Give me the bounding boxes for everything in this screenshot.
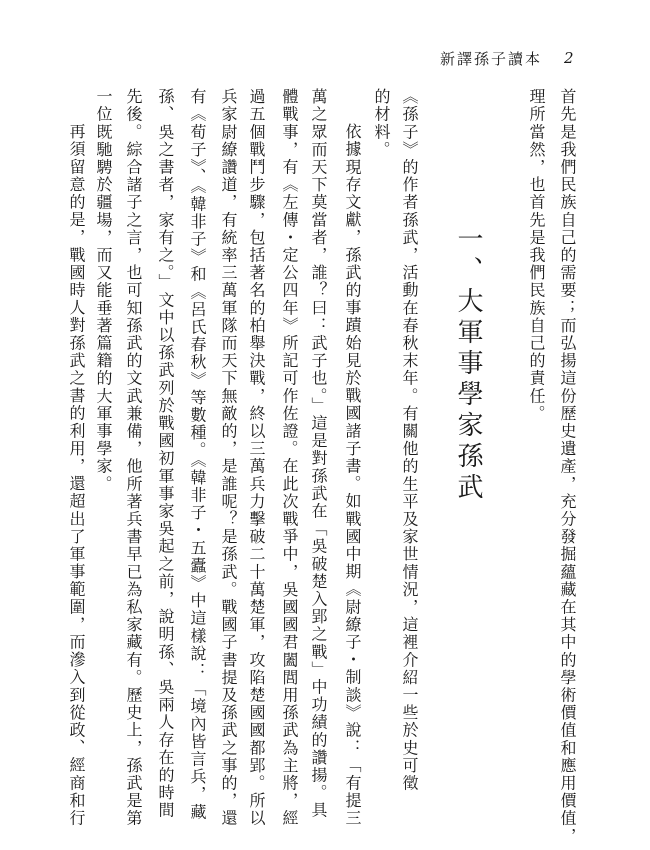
text-column-12: 先後。綜合諸子之言，也可知孫武的文武兼備，他所著兵書早已為私家藏有。歷史上，孫武是第 [124,88,143,828]
text-column-2: 理所當然，也首先是我們民族自己的責任。 [527,88,546,423]
page-number: 2 [564,49,574,67]
book-title: 新譯孫子讀本 [440,49,543,68]
text-column-14: 再須留意的是，戰國時人對孫武之書的利用，還超出了軍事範圍，而滲入到從政、經商和行 [67,123,86,827]
running-header [440,46,620,70]
text-column-8: 過五個戰鬥步驟，包括著名的柏舉決戰，終以三萬兵力擊破二十萬楚軍，攻陷楚國國都郢。所以 [247,88,266,828]
text-column-9: 兵家尉繚讚道，有統率三萬軍隊而天下無敵的，是誰呢？是孫武。戰國子書提及孫武之事的，還 [219,88,238,828]
text-column-1: 首先是我們民族自己的需要；而弘揚這份歷史遺產，充分發掘蘊藏在其中的學術價值和應用價值， [558,88,577,845]
section-heading: 一、大軍事學家孫武 [453,225,483,504]
text-column-5: 依據現存文獻，孫武的事蹟始見於戰國諸子書。如戰國中期《尉繚子・制談》說：「有提三 [343,123,362,827]
text-column-4: 的材料。 [372,88,391,159]
text-column-10: 有《荀子》、《韓非子》和《呂氏春秋》等數種。《韓非子・五蠹》中這樣說：「境內皆言兵，藏 [188,88,207,821]
text-column-6: 萬之眾而天下莫當者，誰？曰：武子也。」這是對孫武在「吳破楚入郢之戰」中功績的讚揚。具 [309,88,328,820]
text-column-13: 一位既馳騁於疆場，而又能垂著篇籍的大軍事學家。 [94,88,113,493]
text-column-7: 體戰事，有《左傳・定公四年》所記可作佐證。在此次戰爭中，吳國國君闔閭用孫武為主將，經 [280,88,299,828]
text-column-3: 《孫子》的作者孫武，活動在春秋末年。有關他的生平及家世情況，這裡介紹一些於史可徵 [400,88,419,792]
text-column-11: 孫、吳之書者，家有之。」文中以孫武列於戰國初軍事家吳起之前，說明孫、吳兩人存在的時間 [156,88,175,820]
